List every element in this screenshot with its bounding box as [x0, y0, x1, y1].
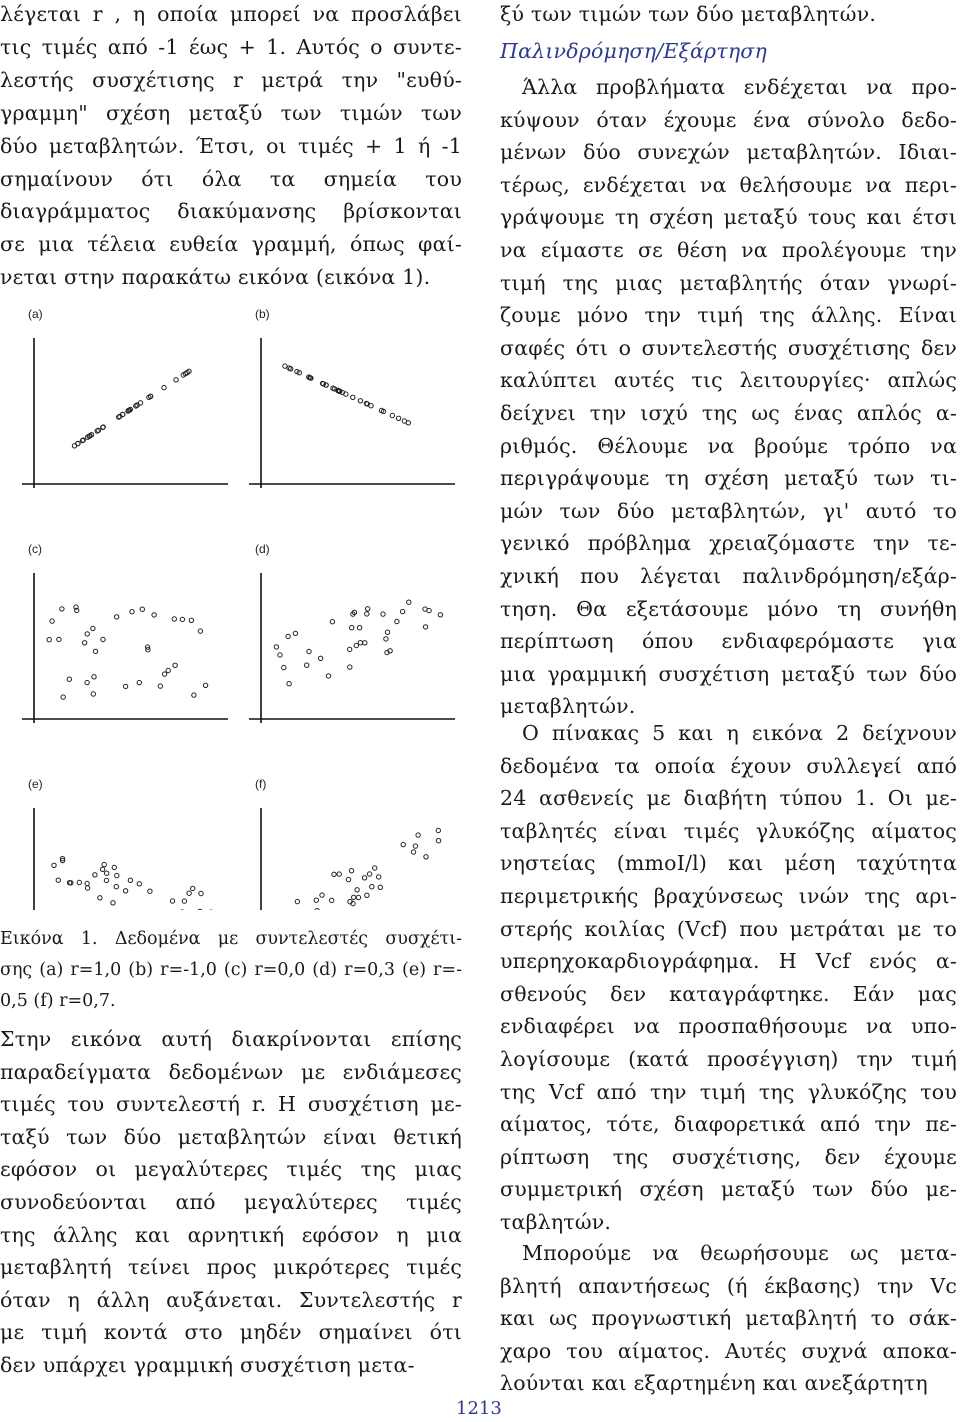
scatter-point [166, 668, 170, 672]
text-line: δεδομένα τα οποία έχουν συλλεγεί από [500, 753, 957, 778]
scatter-point [158, 684, 162, 688]
text-line: τηση. Θα εξετάσουμε μόνο τη συνήθη [500, 596, 957, 621]
text-line: ταξύ των δύο μεταβλητών είναι θετική [0, 1124, 462, 1149]
scatter-point [182, 899, 186, 903]
text-line: υπερηχοκαρδιογράφημα. Η Vcf ενός α- [500, 949, 957, 974]
text-line: ριθμός. Θέλουμε να βρούμε τρόπο να [500, 433, 957, 458]
scatter-point [92, 675, 96, 679]
scatter-point [85, 680, 89, 684]
scatter-point [162, 385, 166, 389]
text-line: χαρο του αίματος. Αυτές συχνά αποκα- [500, 1338, 957, 1363]
text-line: μεταβλητή τείνει προς μικρότερες τιμές [0, 1255, 462, 1280]
scatter-point [385, 630, 389, 634]
scatter-point [85, 886, 89, 890]
scatter-point [282, 665, 286, 669]
section-heading: Παλινδρόμηση/Εξάρτηση [500, 39, 767, 63]
scatter-point [365, 893, 369, 897]
scatter-point [424, 855, 428, 859]
scatter-point [354, 643, 358, 647]
panel-label: (a) [28, 307, 43, 321]
panel-label: (d) [255, 542, 270, 556]
text-line: περιμετρικής βραχύνσεως ινών της αρι- [500, 884, 957, 908]
scatter-point [384, 637, 388, 641]
panel-label: (b) [255, 307, 270, 321]
figure-caption-text: Δεδομένα με συντελεστές συσχέτι- [114, 929, 462, 949]
text-line: ταβλητών. [500, 1210, 612, 1234]
text-line: δύο μεταβλητών. Έτσι, οι τιμές + 1 ή -1 [0, 133, 462, 158]
scatter-point [390, 413, 394, 417]
scatter-point [52, 863, 56, 867]
text-line: της Vcf από την τιμή της γλυκόζης του [500, 1079, 957, 1104]
scatter-point [330, 898, 334, 902]
text-line: Στην εικόνα αυτή διακρίνονται επίσης [0, 1027, 462, 1051]
scatter-point [50, 619, 54, 623]
figure-caption-label: Εικόνα 1. [0, 929, 98, 949]
scatter-panel [22, 307, 228, 488]
scatter-point [192, 693, 196, 697]
text-line: τις τιμές από -1 έως + 1. Αυτός ο συντε- [0, 34, 462, 59]
scatter-point [198, 909, 202, 910]
scatter-point [93, 873, 97, 877]
text-line: της άλλης και αρνητική εφόσον η μια [0, 1222, 462, 1247]
text-line: γενικό πρόβλημα χρειαζόμαστε την τε- [500, 531, 957, 556]
scatter-point [356, 895, 360, 899]
text-line: τιμές του συντελεστή r. Η συσχέτιση με- [0, 1092, 462, 1117]
text-line: περίπτωση όπου ενδιαφερόμαστε για [500, 629, 957, 654]
scatter-point [438, 613, 442, 617]
text-line: συμμετρική σχέση μεταξύ των δύο με- [500, 1177, 957, 1202]
page-number: 1213 [456, 1398, 502, 1419]
scatter-point [362, 876, 366, 880]
text-line: ενδιαφέρει να προσπαθήσουμε να υπο- [500, 1014, 957, 1039]
scatter-point [174, 378, 178, 382]
scatter-point [130, 610, 134, 614]
text-line: δείχνει την ισχύ της ως ένας απλός α- [500, 401, 957, 425]
scatter-point [199, 891, 203, 895]
scatter-point [93, 649, 97, 653]
text-line: σαφές ότι ο συντελεστής συσχέτισης δεν [500, 335, 957, 360]
scatter-point [318, 656, 322, 660]
scatter-point [56, 878, 60, 882]
text-line: καλύπτει αυτές τις λειτουργίες· απλώς [500, 368, 957, 393]
text-line: παραδείγματα δεδομένων με ενδιάμεσες [0, 1059, 462, 1084]
scatter-point [369, 404, 373, 408]
text-line: βλητή απαντήσεως (ή έκβασης) την Vc [500, 1273, 957, 1298]
scatter-point [137, 882, 141, 886]
text-line: μια γραμμική συσχέτιση μεταξύ των δύο [500, 661, 957, 686]
figure-1-scatter-plots [0, 300, 470, 910]
scatter-point [112, 865, 116, 869]
text-line: τέρως, ενδέχεται να θελήσουμε να περι- [500, 172, 957, 197]
scatter-point [337, 872, 341, 876]
scatter-point [98, 896, 102, 900]
text-line: Ο πίνακας 5 και η εικόνα 2 δείχνουν [522, 721, 957, 745]
scatter-point [349, 869, 353, 873]
scatter-point [370, 885, 374, 889]
scatter-point [406, 421, 410, 425]
scatter-point [191, 886, 195, 890]
scatter-point [350, 626, 354, 630]
scatter-point [407, 600, 411, 604]
scatter-point [395, 619, 399, 623]
scatter-point [91, 626, 95, 630]
scatter-point [352, 895, 356, 899]
text-line: Άλλα προβλήματα ενδέχεται να προ- [522, 75, 957, 99]
scatter-point [330, 620, 334, 624]
panel-label: (c) [28, 542, 42, 556]
text-line: σθενούς δεν καταγράφτηκε. Εάν μας [500, 981, 957, 1006]
text-line: κύψουν όταν έχουμε ένα σύνολο δεδο- [500, 107, 957, 132]
scatter-point [413, 844, 417, 848]
text-line: και ως προγνωστική μεταβλητή το σάκ- [500, 1306, 957, 1331]
scatter-point [104, 878, 108, 882]
text-line: μών των δύο μεταβλητών, γι' αυτό το [500, 498, 957, 523]
scatter-point [152, 613, 156, 617]
scatter-point [137, 680, 141, 684]
scatter-point [436, 839, 440, 843]
panel-label: (e) [28, 777, 43, 791]
scatter-point [381, 612, 385, 616]
scatter-point [100, 867, 104, 871]
scatter-point [111, 901, 115, 905]
scatter-point [320, 893, 324, 897]
scatter-point [363, 641, 367, 645]
scatter-point [366, 607, 370, 611]
scatter-point [436, 828, 440, 832]
scatter-panel [249, 542, 455, 723]
scatter-point [315, 909, 319, 911]
scatter-point [189, 618, 193, 622]
scatter-point [148, 889, 152, 893]
scatter-point [61, 695, 65, 699]
figure-caption-line: 0,5 (f) r=0,7. [0, 991, 116, 1011]
scatter-point [173, 663, 177, 667]
scatter-point [351, 395, 355, 399]
text-line: ταβλητές είναι τιμές γλυκόζης αίματος [500, 818, 957, 843]
text-line: Μπορούμε να θεωρήσουμε ως μετα- [522, 1241, 957, 1265]
scatter-point [295, 899, 299, 903]
scatter-point [358, 399, 362, 403]
scatter-point [82, 641, 86, 645]
scatter-point [102, 862, 106, 866]
scatter-panel [249, 777, 455, 910]
text-line: χνική που λέγεται παλινδρόμηση/εξάρ- [500, 564, 957, 588]
scatter-point [91, 692, 95, 696]
text-line: τιμή της μιας μεταβλητής όταν γνωρί- [500, 270, 957, 295]
scatter-point [85, 632, 89, 636]
scatter-point [203, 683, 207, 687]
text-line: μένων δύο συνεχών μεταβλητών. Ιδιαι- [500, 140, 957, 165]
scatter-point [47, 638, 51, 642]
scatter-point [162, 672, 166, 676]
scatter-point [128, 878, 132, 882]
scatter-panel [22, 777, 228, 910]
scatter-point [170, 899, 174, 903]
scatter-point [115, 873, 119, 877]
scatter-point [373, 866, 377, 870]
text-line: περιγράψουμε τη σχέση μεταξύ των τι- [500, 466, 957, 491]
text-line: ρίπτωση της συσχέτισης, δεν έχουμε [500, 1144, 957, 1169]
continuation-line: ξύ των τιμών των δύο μεταβλητών. [500, 2, 877, 26]
text-line: γραμμη" σχέση μεταξύ των τιμών των [0, 100, 462, 125]
text-line: ζουμε μόνο την τιμή της άλλης. Είναι [500, 303, 957, 328]
scatter-point [314, 898, 318, 902]
text-line: σημαίνουν ότι όλα τα σημεία του [0, 166, 462, 191]
scatter-point [307, 649, 311, 653]
scatter-point [358, 641, 362, 645]
scatter-point [85, 881, 89, 885]
scatter-point [180, 617, 184, 621]
scatter-point [293, 631, 297, 635]
scatter-point [123, 684, 127, 688]
scatter-point [305, 663, 309, 667]
scatter-panel [249, 307, 455, 488]
text-line: στερής κοιλίας (Vcf) που μετράται με το [500, 916, 957, 941]
scatter-point [378, 885, 382, 889]
text-line: λεστής συσχέτισης r μετρά την "ευθύ- [0, 67, 462, 92]
scatter-point [332, 872, 336, 876]
text-line: διαγράμματος διακύμανσης βρίσκονται [0, 199, 462, 224]
text-line: να είμαστε σε θέση να προλέγουμε την [500, 238, 957, 262]
scatter-point [365, 612, 369, 616]
figure-caption-line: σης (a) r=1,0 (b) r=-1,0 (c) r=0,0 (d) r=0,3 (e) r=- [0, 960, 462, 980]
scatter-point [77, 880, 81, 884]
scatter-panel [22, 542, 228, 723]
scatter-point [187, 891, 191, 895]
scatter-point [57, 637, 61, 641]
scatter-point [105, 871, 109, 875]
scatter-point [274, 645, 278, 649]
scatter-point [283, 364, 287, 368]
scatter-point [114, 615, 118, 619]
scatter-point [400, 609, 404, 613]
text-line: σε μια τέλεια ευθεία γραμμή, όπως φαί- [0, 232, 462, 257]
text-line: γράψουμε τη σχέση μεταξύ τους και έτσι [500, 205, 957, 230]
scatter-point [377, 875, 381, 879]
panel-label: (f) [255, 777, 267, 791]
scatter-point [67, 677, 71, 681]
text-line: 24 ασθενείς με διαβήτη τύπου 1. Οι με- [500, 786, 957, 811]
scatter-point [286, 634, 290, 638]
scatter-point [423, 607, 427, 611]
text-line: λογίσουμε (κατά προσέγγιση) την τιμή [500, 1047, 957, 1071]
scatter-point [172, 617, 176, 621]
scatter-point [401, 842, 405, 846]
scatter-point [60, 607, 64, 611]
figure-caption-line [0, 925, 462, 953]
scatter-point [348, 665, 352, 669]
text-line: με τιμή κοντά στο μηδέν σημαίνει ότι [0, 1320, 462, 1345]
text-line: όταν η άλλη αυξάνεται. Συντελεστής r [0, 1287, 462, 1312]
scatter-point [348, 647, 352, 651]
scatter-point [346, 877, 350, 881]
scatter-point [423, 625, 427, 629]
scatter-point [326, 674, 330, 678]
text-line: εφόσον οι μεγαλύτερες τιμές της μιας [0, 1157, 462, 1182]
text-line: νεται στην παρακάτω εικόνα (εικόνα 1). [0, 265, 431, 290]
scatter-point [278, 653, 282, 657]
text-line: αίματος, τότε, διαφορετικά από την πε- [500, 1112, 957, 1137]
text-line: νηστείας (mmoI/l) και μέση ταχύτητα [500, 851, 957, 876]
text-line: δεν υπάρχει γραμμική συσχέτιση μετα- [0, 1353, 415, 1377]
text-line: μεταβλητών. [500, 694, 636, 719]
scatter-point [367, 872, 371, 876]
scatter-point [411, 850, 415, 854]
scatter-point [357, 626, 361, 630]
scatter-point [416, 833, 420, 837]
text-line: λούνται και εξαρτημένη και ανεξάρτητη [500, 1371, 928, 1396]
scatter-point [355, 888, 359, 892]
scatter-point [72, 444, 76, 448]
text-line: συνοδεύονται από μεγαλύτερες τιμές [0, 1190, 462, 1214]
scatter-point [101, 637, 105, 641]
scatter-point [123, 889, 127, 893]
scatter-point [114, 885, 118, 889]
text-line: λέγεται r , η οποία μπορεί να προσλάβει [0, 2, 462, 26]
scatter-point [198, 629, 202, 633]
scatter-point [396, 416, 400, 420]
scatter-point [140, 607, 144, 611]
scatter-point [287, 682, 291, 686]
